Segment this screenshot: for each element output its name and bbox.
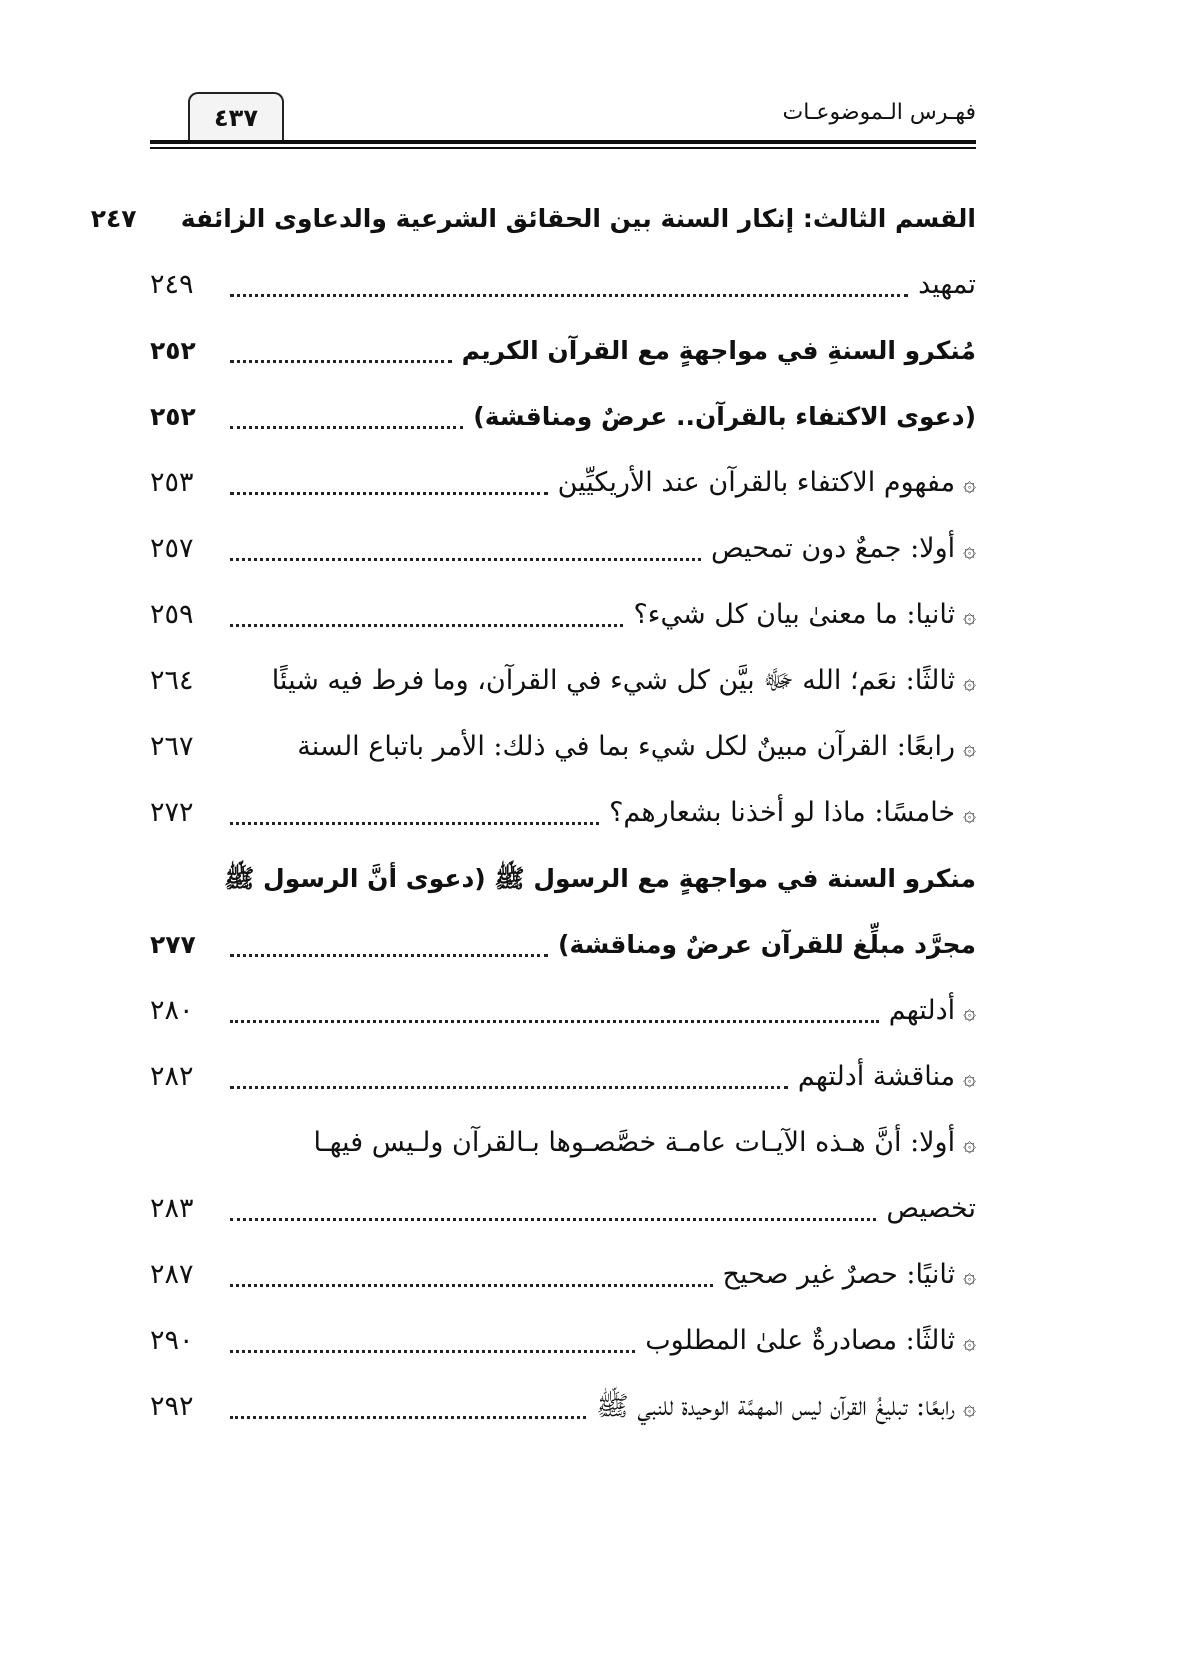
dot-leader — [230, 954, 548, 957]
entry-title: مفهوم الاكتفاء بالقرآن عند الأريكيِّين — [557, 467, 956, 498]
entry-page-number: ٢٥٧ — [150, 533, 194, 564]
toc-entry — [150, 318, 976, 384]
bullet-icon: ۞ — [963, 1396, 976, 1421]
entry-page-number: ٢٩٠ — [150, 1325, 194, 1356]
dot-leader — [230, 624, 623, 627]
bullet-icon: ۞ — [963, 1264, 976, 1289]
entry-page-number: ٢٥٢ — [150, 402, 196, 431]
entry-page-number: ٢٨٣ — [150, 1193, 194, 1224]
bullet-icon: ۞ — [963, 802, 976, 827]
entry-page-number: ٢٨٠ — [150, 995, 194, 1026]
toc-entry — [150, 252, 976, 318]
toc-entry — [150, 582, 976, 648]
entry-title: منكرو السنة في مواجهةٍ مع الرسول ﷺ (دعوى أنَّ الرسول ﷺ — [224, 864, 976, 893]
toc-entry — [150, 648, 976, 714]
entry-title: أولا: جمعٌ دون تمحيص — [710, 533, 956, 564]
dot-leader — [230, 822, 599, 825]
entry-title: ثالثًا: نعَم؛ الله ﷻ بيَّن كل شيء في القرآن، وما فرط فيه شيئًا — [271, 665, 956, 696]
entry-page-number: ٢٨٢ — [150, 1061, 194, 1092]
toc-entry — [150, 1242, 976, 1308]
entry-page-number: ٢٦٧ — [150, 731, 194, 762]
toc-entry — [150, 1110, 976, 1176]
entry-title: ثالثًا: مصادرةٌ علىٰ المطلوب — [645, 1325, 956, 1356]
toc-entry — [150, 450, 976, 516]
dot-leader — [230, 558, 701, 561]
toc-entry — [150, 846, 976, 912]
entry-page-number: ٢٥٣ — [150, 467, 194, 498]
entry-title: تخصيص — [886, 1193, 976, 1224]
toc-entry — [90, 186, 976, 252]
toc-entry — [150, 1176, 976, 1242]
entry-page-number: ٢٧٧ — [150, 930, 196, 959]
bullet-icon: ۞ — [963, 1000, 976, 1025]
page-number: ٤٣٧ — [188, 92, 284, 142]
header-rule-thin — [150, 147, 976, 149]
toc-entry — [150, 978, 976, 1044]
toc-entry — [150, 1044, 976, 1110]
toc-entry — [150, 912, 976, 978]
dot-leader — [230, 1086, 788, 1089]
running-title: فهـرس الـموضوعـات — [782, 100, 976, 125]
bullet-icon: ۞ — [963, 670, 976, 695]
bullet-icon: ۞ — [963, 538, 976, 563]
page-header — [150, 86, 976, 148]
entry-title: رابعًا: القرآن مبينٌ لكل شيء بما في ذلك: الأمر باتباع السنة — [297, 731, 956, 762]
bullet-icon: ۞ — [963, 1066, 976, 1091]
bullet-icon: ۞ — [963, 736, 976, 761]
dot-leader — [230, 294, 908, 297]
dot-leader — [230, 360, 452, 363]
entry-title: أولا: أنَّ هـذه الآيـات عامـة خصَّصـوها بـالقرآن ولـيس فيهـا — [313, 1127, 956, 1158]
dot-leader — [230, 1416, 586, 1419]
bullet-icon: ۞ — [963, 1132, 976, 1157]
entry-page-number: ٢٤٩ — [150, 269, 194, 300]
entry-page-number: ٢٧٢ — [150, 797, 194, 828]
entry-page-number: ٢٤٧ — [90, 204, 137, 233]
dot-leader — [230, 1350, 635, 1353]
entry-title: مُنكرو السنةِ في مواجهةٍ مع القرآن الكريم — [461, 336, 976, 365]
toc-entry — [150, 780, 976, 846]
entry-title: رابعًا: تبليغُ القرآن ليس المهمَّة الوحيدة للنبي ﷺ — [596, 1391, 956, 1422]
toc-entry — [150, 1308, 976, 1374]
dot-leader — [230, 1284, 713, 1287]
entry-page-number: ٢٨٧ — [150, 1259, 194, 1290]
dot-leader — [230, 492, 548, 495]
toc-entry — [150, 384, 976, 450]
dot-leader — [230, 1218, 876, 1221]
entry-title: تمهيد — [918, 269, 976, 300]
entry-page-number: ٢٦٤ — [150, 665, 194, 696]
bullet-icon: ۞ — [963, 472, 976, 497]
toc-entry — [150, 1374, 976, 1440]
entry-title: ثانيا: ما معنىٰ بيان كل شيء؟ — [633, 599, 956, 630]
toc-entry — [150, 516, 976, 582]
entry-title: (دعوى الاكتفاء بالقرآن.. عرضٌ ومناقشة) — [473, 402, 976, 431]
header-rule — [150, 140, 976, 144]
table-of-contents — [90, 186, 976, 1440]
entry-title: مجرَّد مبلِّغ للقرآن عرضٌ ومناقشة) — [558, 930, 976, 959]
dot-leader — [230, 1020, 879, 1023]
entry-title: مناقشة أدلتهم — [797, 1061, 956, 1092]
dot-leader — [230, 426, 463, 429]
bullet-icon: ۞ — [963, 604, 976, 629]
toc-entry — [150, 714, 976, 780]
entry-title: ثانيًا: حصرٌ غير صحيح — [722, 1259, 956, 1290]
entry-page-number: ٢٥٢ — [150, 336, 196, 365]
entry-title: خامسًا: ماذا لو أخذنا بشعارهم؟ — [609, 797, 956, 828]
entry-title: القسم الثالث: إنكار السنة بين الحقائق الشرعية والدعاوى الزائفة — [180, 204, 976, 233]
entry-page-number: ٢٩٢ — [150, 1391, 194, 1422]
entry-title: أدلتهم — [888, 995, 956, 1026]
bullet-icon: ۞ — [963, 1330, 976, 1355]
entry-page-number: ٢٥٩ — [150, 599, 194, 630]
